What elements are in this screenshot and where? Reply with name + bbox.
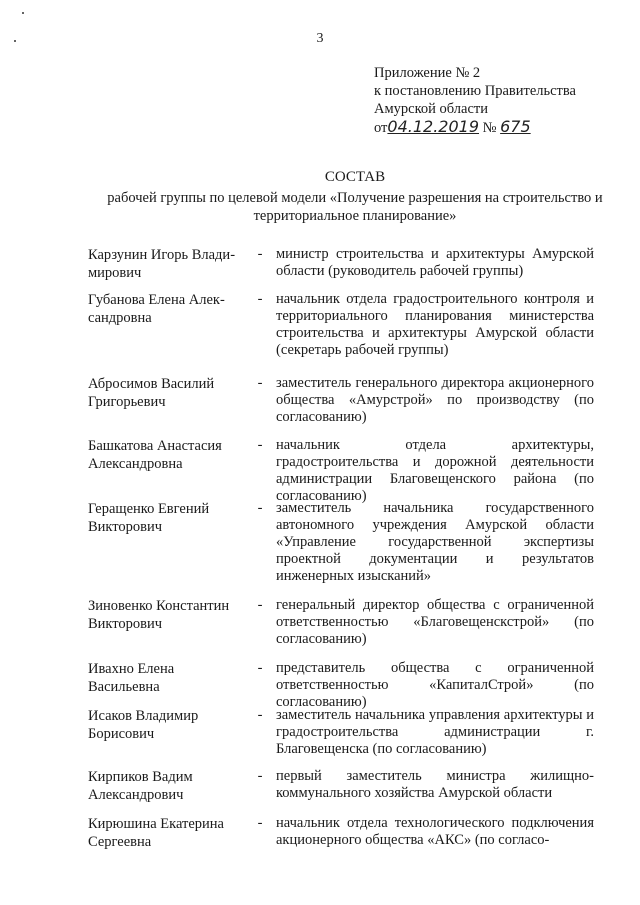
member-role: заместитель генерального директора акционерного общества «Амурстрой» по производству (по согласованию) <box>276 375 594 425</box>
member-dash: - <box>257 291 263 307</box>
date-prefix: от <box>374 120 388 136</box>
title-subtitle-line-1: рабочей группы по целевой модели «Получение разрешения на строительство и <box>107 190 603 206</box>
member-name: Ивахно Елена Васильевна <box>88 661 175 695</box>
member-dash: - <box>257 500 263 516</box>
member-role: представитель общества с ограниченной ответственностью «КапиталСтрой» (по согласованию) <box>276 660 594 710</box>
appendix-line-1: Приложение № 2 <box>374 65 481 81</box>
member-role: министр строительства и архитектуры Амурской области (руководитель рабочей группы) <box>276 246 594 279</box>
member-dash: - <box>257 707 263 723</box>
member-dash: - <box>257 660 263 676</box>
member-dash: - <box>257 375 263 391</box>
member-role: начальник отдела градостроительного контроля и территориального планирования министерства строительства и архитектуры Амурской области (секретарь рабочей группы) <box>276 291 594 358</box>
title-heading: СОСТАВ <box>324 169 386 185</box>
member-dash: - <box>257 815 263 831</box>
member-dash: - <box>257 768 263 784</box>
member-dash: - <box>257 437 263 453</box>
member-name: Абросимов Василий Григорьевич <box>88 376 215 410</box>
appendix-line-3: Амурской области <box>374 101 488 117</box>
appendix-header <box>374 64 634 137</box>
handwritten-date: 04.12.2019 <box>387 117 480 136</box>
member-name: Зиновенко Константин Викторович <box>88 598 230 632</box>
title-subtitle-line-2: территориальное планирование» <box>253 208 457 224</box>
member-name: Исаков Владимир Борисович <box>88 708 199 742</box>
member-role: заместитель начальника управления архитектуры и градостроительства администрации г. Благовещенска (по согласованию) <box>276 707 594 757</box>
appendix-date-line <box>374 118 634 137</box>
page-number: 3 <box>316 31 324 46</box>
member-name: Губанова Елена Алек-сандровна <box>88 292 225 326</box>
member-dash: - <box>257 246 263 262</box>
member-name: Башкатова Анастасия Александровна <box>88 438 222 472</box>
member-role: начальник отдела архитектуры, градостроительства и дорожной деятельности администрации Благовещенского района (по согласованию) <box>276 437 594 504</box>
member-role: начальник отдела технологического подключения акционерного общества «АКС» (по согласо- <box>276 815 594 848</box>
member-name: Геращенко Евгений Викторович <box>88 501 210 535</box>
member-name: Карзунин Игорь Влади-мирович <box>88 247 236 281</box>
member-role: первый заместитель министра жилищно-коммунального хозяйства Амурской области <box>276 768 594 801</box>
member-name: Кирпиков Вадим Александрович <box>88 769 193 803</box>
handwritten-number: 675 <box>500 117 531 136</box>
member-name: Кирюшина Екатерина Сергеевна <box>88 816 224 850</box>
document-title <box>60 168 640 225</box>
member-dash: - <box>257 597 263 613</box>
member-role: заместитель начальника государственного автономного учреждения Амурской области «Управление государственной экспертизы проектной документации и результатов инженерных изысканий» <box>276 500 594 584</box>
appendix-line-2: к постановлению Правительства <box>374 83 576 99</box>
scan-mark <box>22 12 24 14</box>
number-prefix: № <box>482 120 497 136</box>
member-role: генеральный директор общества с ограниченной ответственностью «Благовещенскстрой» (по согласованию) <box>276 597 594 647</box>
